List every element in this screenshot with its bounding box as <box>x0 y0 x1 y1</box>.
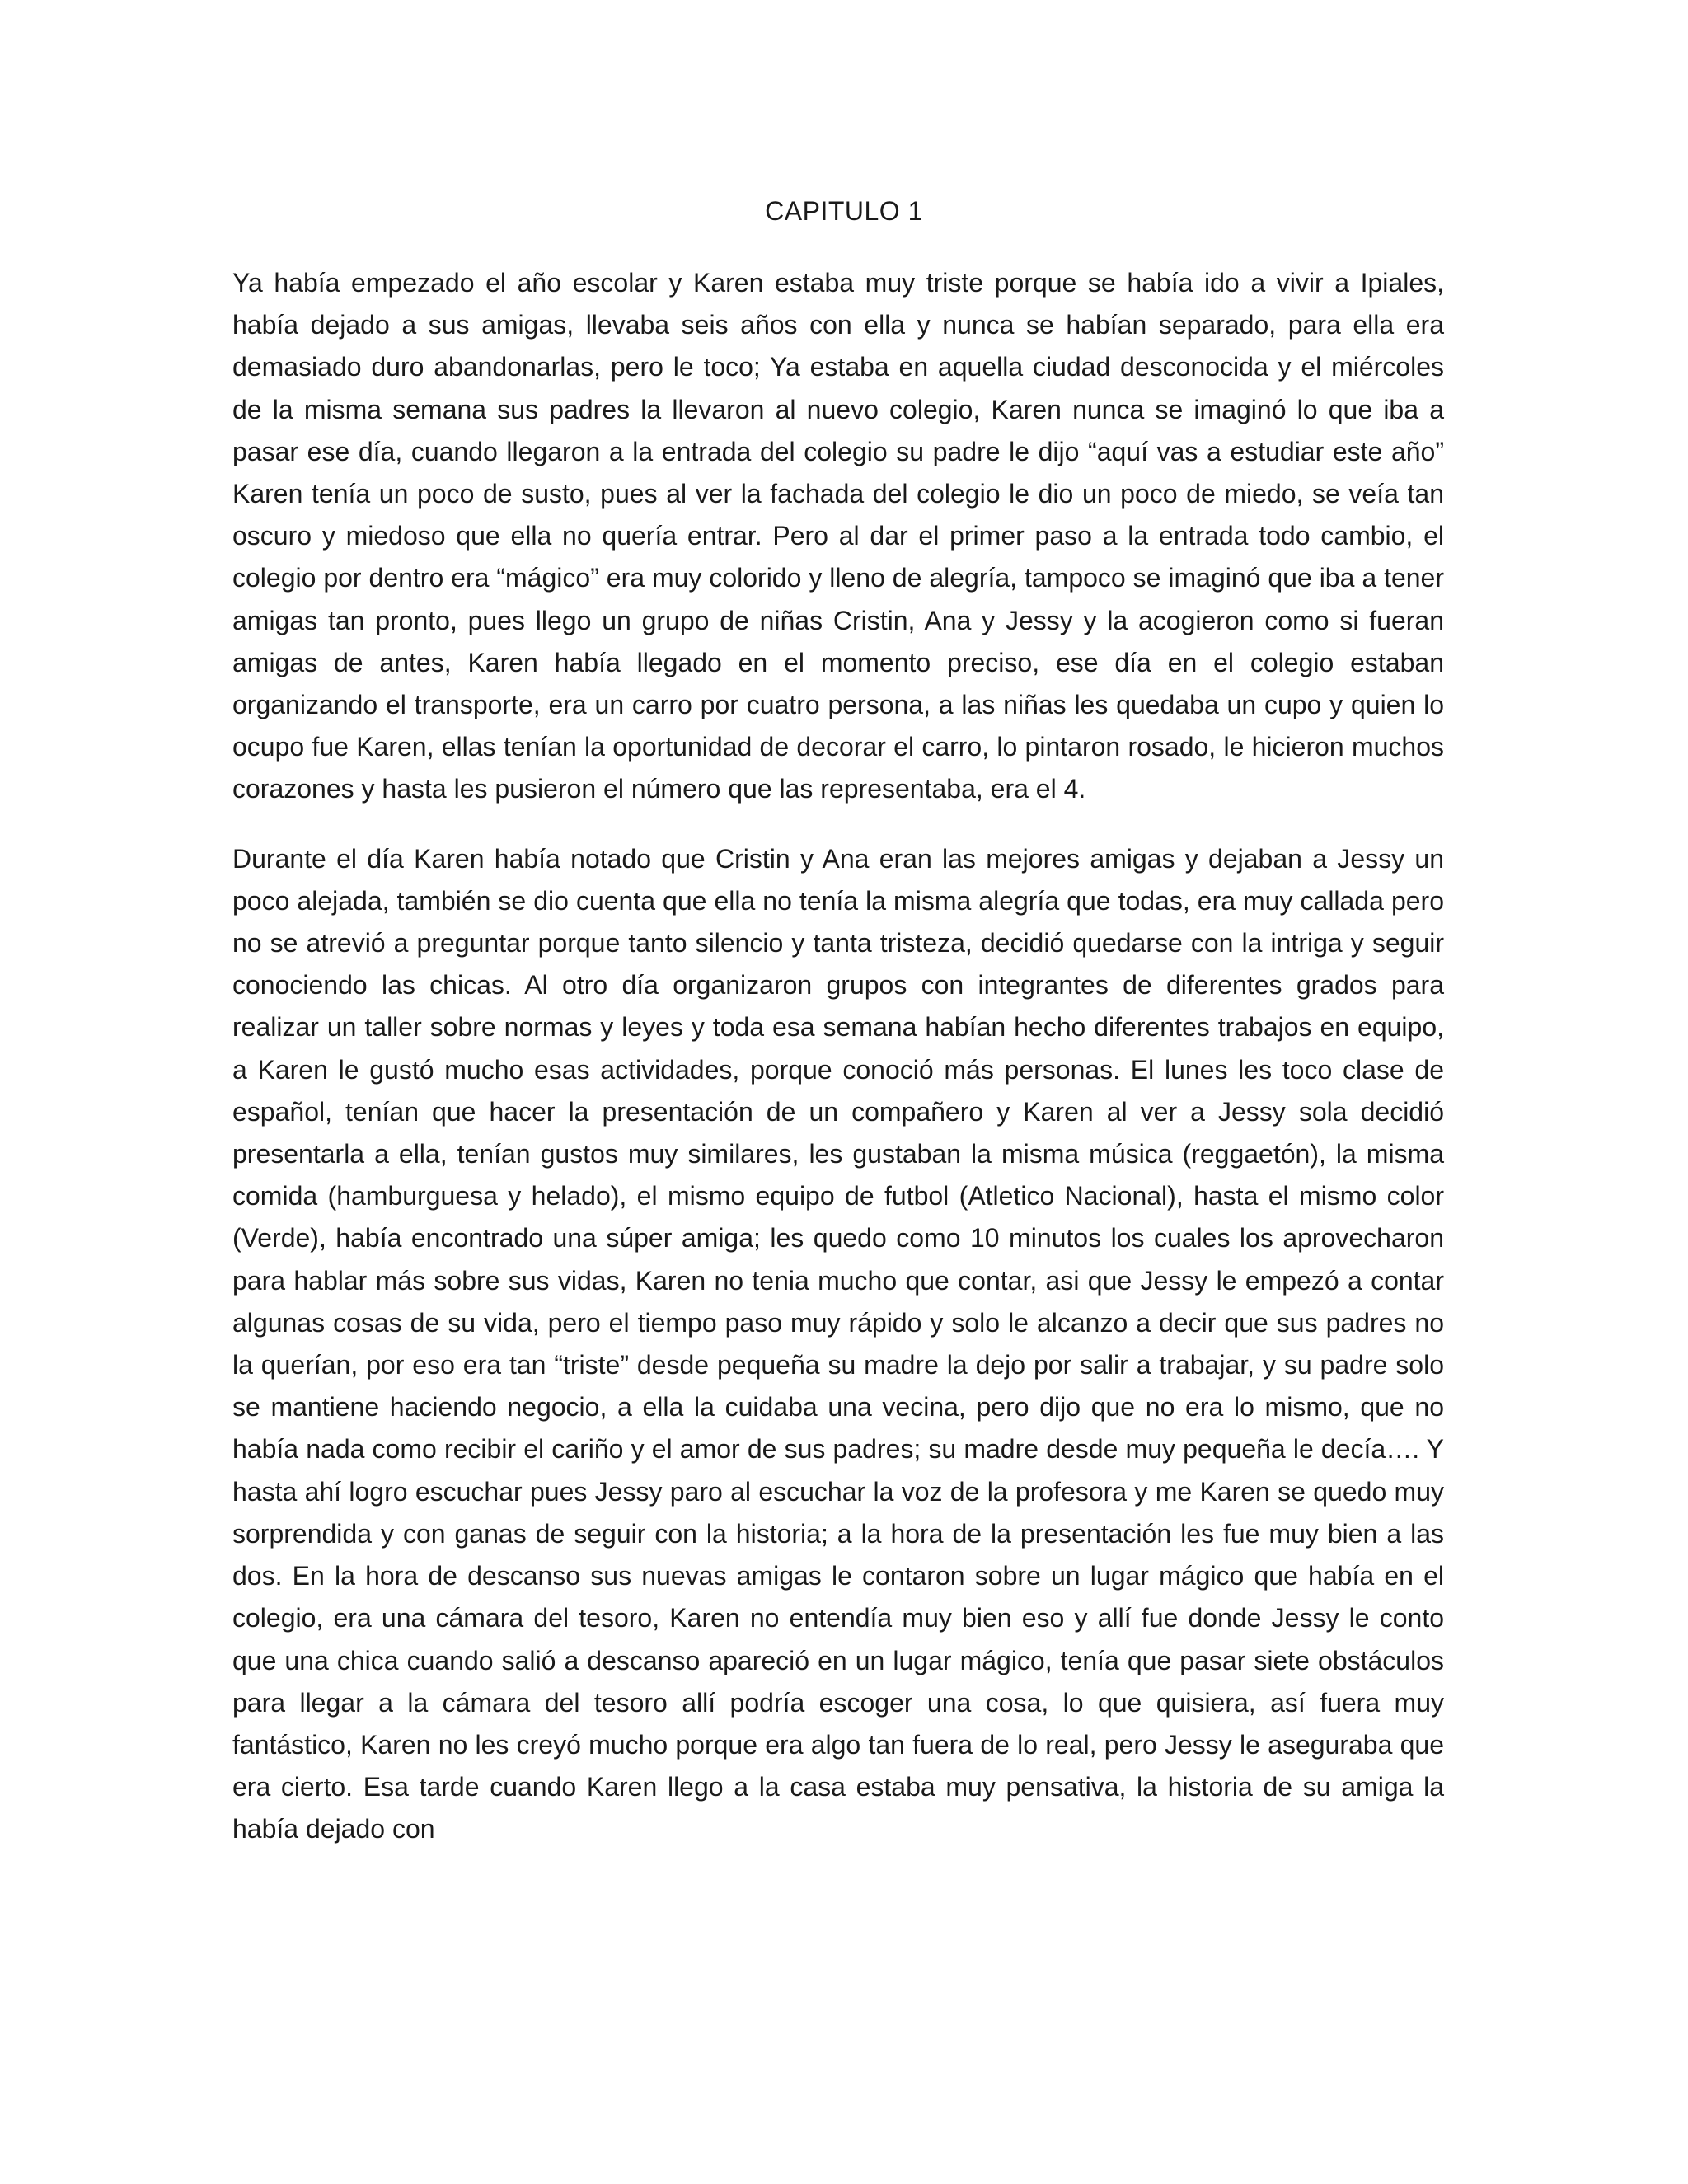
paragraph-2: Durante el día Karen había notado que Cristin y Ana eran las mejores amigas y dejaban a Jessy un poco alejada, también se dio cuenta que ella no tenía la misma alegría que todas, era muy callada pero no se atrevió a preguntar porque tanto silencio y tanta tristeza, decidió quedarse con la intriga y seguir conociendo las chicas. Al otro día organizaron grupos con integrantes de diferentes grados para realizar un taller sobre normas y leyes y toda esa semana habían hecho diferentes trabajos en equipo, a Karen le gustó mucho esas actividades, porque conoció más personas. El lunes les toco clase de español, tenían que hacer la presentación de un compañero y Karen al ver a Jessy sola decidió presentarla a ella, tenían gustos muy similares, les gustaban la misma música (reggaetón), la misma comida (hamburguesa y helado), el mismo equipo de futbol (Atletico Nacional), hasta el mismo color (Verde), había encontrado una súper amiga; les quedo como 10 minutos los cuales los aprovecharon para hablar más sobre sus vidas, Karen no tenia mucho que contar, asi que Jessy le empezó a contar algunas cosas de su vida, pero el tiempo paso muy rápido y solo le alcanzo a decir que sus padres no la querían, por eso era tan “triste” desde pequeña su madre la dejo por salir a trabajar, y su padre solo se mantiene haciendo negocio, a ella la cuidaba una vecina, pero dijo que no era lo mismo, que no había nada como recibir el cariño y el amor de sus padres; su madre desde muy pequeña le decía…. Y hasta ahí logro escuchar pues Jessy paro al escuchar la voz de la profesora y me Karen se quedo muy sorprendida y con ganas de seguir con la historia; a la hora de la presentación les fue muy bien a las dos. En la hora de descanso sus nuevas amigas le contaron sobre un lugar mágico que había en el colegio, era una cámara del tesoro, Karen no entendía muy bien eso y allí fue donde Jessy le conto que una chica cuando salió a descanso apareció en un lugar mágico, tenía que pasar siete obstáculos para llegar a la cámara del tesoro allí podría escoger una cosa, lo que quisiera, así fuera muy fantástico, Karen no les creyó mucho porque era algo tan fuera de lo real, pero Jessy le aseguraba que era cierto. Esa tarde cuando Karen llego a la casa estaba muy pensativa, la historia de su amiga la había dejado con <box>232 843 1444 1844</box>
paragraph-1: Ya había empezado el año escolar y Karen estaba muy triste porque se había ido a vivir a Ipiales, había dejado a sus amigas, llevaba seis años con ella y nunca se habían separado, para ella era demasiado duro abandonarlas, pero le toco; Ya estaba en aquella ciudad desconocida y el miércoles de la misma semana sus padres la llevaron al nuevo colegio, Karen nunca se imaginó lo que iba a pasar ese día, cuando llegaron a la entrada del colegio su padre le dijo “aquí vas a estudiar este año” Karen tenía un poco de susto, pues al ver la fachada del colegio le dio un poco de miedo, se veía tan oscuro y miedoso que ella no quería entrar. Pero al dar el primer paso a la entrada todo cambio, el colegio por dentro era “mágico” era muy colorido y lleno de alegría, tampoco se imaginó que iba a tener amigas tan pronto, pues llego un grupo de niñas Cristin, Ana y Jessy y la acogieron como si fueran amigas de antes, Karen había llegado en el momento preciso, ese día en el colegio estaban organizando el transporte, era un carro por cuatro persona, a las niñas les quedaba un cupo y quien lo ocupo fue Karen, ellas tenían la oportunidad de decorar el carro, lo pintaron rosado, le hicieron muchos corazones y hasta les pusieron el número que las representaba, era el 4. <box>232 268 1444 804</box>
chapter-body <box>232 262 1444 1851</box>
chapter-title: CAPITULO 1 <box>765 196 923 226</box>
